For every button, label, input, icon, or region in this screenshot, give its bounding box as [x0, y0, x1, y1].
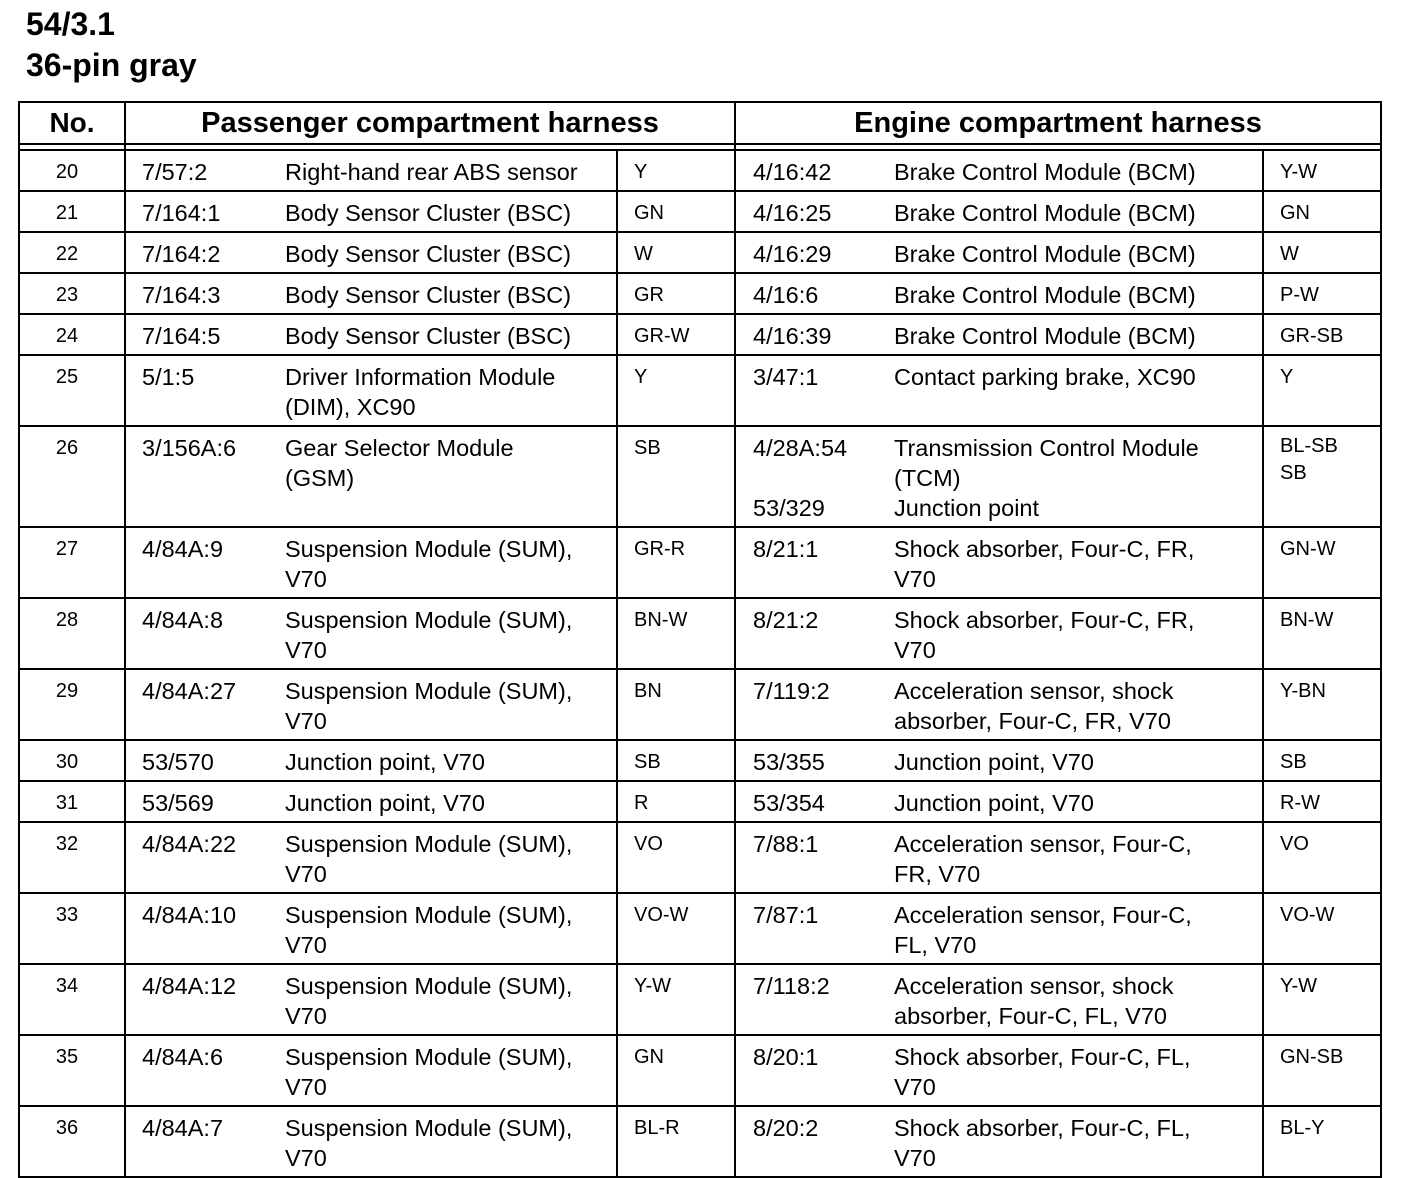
engine-entry — [736, 321, 1262, 351]
description-line: (TCM) — [894, 465, 961, 491]
connector-title — [26, 4, 197, 86]
table-row — [19, 1035, 1381, 1106]
engine-entry — [736, 788, 1262, 818]
description-line: (GSM) — [285, 465, 355, 491]
passenger-wire-color: BN — [617, 669, 735, 740]
passenger-wire-color: VO — [617, 822, 735, 893]
engine-cell — [735, 669, 1263, 740]
passenger-code: 4/84A:10 — [142, 902, 237, 928]
description-line: Acceleration sensor, shock — [894, 973, 1174, 999]
engine-code: 53/354 — [753, 790, 825, 816]
passenger-description — [285, 362, 616, 422]
description-line: Body Sensor Cluster (BSC) — [285, 323, 572, 349]
passenger-description — [285, 605, 616, 665]
description-line: Body Sensor Cluster (BSC) — [285, 282, 572, 308]
description-line: Suspension Module (SUM), — [285, 831, 573, 857]
description-line: absorber, Four-C, FL, V70 — [894, 1003, 1167, 1029]
passenger-wire-color: GN — [617, 1035, 735, 1106]
passenger-code: 53/570 — [142, 749, 214, 775]
table-row — [19, 314, 1381, 355]
passenger-entry — [126, 280, 616, 310]
table-row — [19, 598, 1381, 669]
passenger-wire-color: GN — [617, 191, 735, 232]
description-line: Brake Control Module (BCM) — [894, 200, 1196, 226]
engine-description — [894, 747, 1262, 777]
wire-color-value: R-W — [1280, 792, 1320, 814]
engine-code: 7/119:2 — [753, 678, 830, 704]
engine-wire-color — [1263, 1106, 1381, 1177]
wire-color-value: VO-W — [1280, 904, 1335, 926]
description-line: Suspension Module (SUM), — [285, 607, 573, 633]
passenger-entry — [126, 971, 616, 1031]
engine-description — [894, 829, 1262, 889]
engine-description — [894, 362, 1262, 392]
engine-code: 8/20:1 — [753, 1044, 819, 1070]
description-line: Acceleration sensor, shock — [894, 678, 1174, 704]
description-line: absorber, Four-C, FR, V70 — [894, 708, 1171, 734]
passenger-description — [285, 321, 616, 351]
engine-entry — [736, 198, 1262, 228]
wire-color-value: BN-W — [1280, 609, 1334, 631]
wire-color-value: GN-W — [1280, 538, 1336, 560]
passenger-description — [285, 433, 616, 493]
description-line: Junction point — [894, 495, 1040, 521]
engine-entry — [736, 747, 1262, 777]
engine-description — [894, 433, 1262, 493]
pin-number: 35 — [19, 1035, 125, 1106]
engine-entry — [736, 362, 1262, 392]
table-row — [19, 822, 1381, 893]
passenger-entry — [126, 157, 616, 187]
passenger-cell — [125, 314, 617, 355]
passenger-code: 5/1:5 — [142, 364, 195, 390]
engine-cell — [735, 822, 1263, 893]
wire-color-value: BL-Y — [1280, 1117, 1325, 1139]
passenger-cell — [125, 893, 617, 964]
engine-code: 4/16:25 — [753, 200, 832, 226]
passenger-wire-color: R — [617, 781, 735, 822]
engine-description — [894, 900, 1262, 960]
description-line: (DIM), XC90 — [285, 394, 416, 420]
passenger-code: 4/84A:22 — [142, 831, 237, 857]
passenger-wire-color: Y — [617, 150, 735, 191]
description-line: Suspension Module (SUM), — [285, 678, 573, 704]
header-passenger-harness: Passenger compartment harness — [125, 102, 735, 144]
description-line: V70 — [285, 708, 327, 734]
description-line: V70 — [894, 637, 936, 663]
engine-entry — [736, 829, 1262, 889]
pin-number: 27 — [19, 527, 125, 598]
passenger-cell — [125, 355, 617, 426]
table-row — [19, 964, 1381, 1035]
pin-number: 22 — [19, 232, 125, 273]
engine-wire-color — [1263, 426, 1381, 527]
passenger-description — [285, 676, 616, 736]
engine-description — [894, 157, 1262, 187]
engine-entry — [736, 605, 1262, 665]
description-line: V70 — [894, 1074, 936, 1100]
engine-wire-color — [1263, 232, 1381, 273]
engine-wire-color — [1263, 527, 1381, 598]
engine-code: 53/355 — [753, 749, 825, 775]
description-line: Suspension Module (SUM), — [285, 973, 573, 999]
engine-description — [894, 788, 1262, 818]
passenger-description — [285, 198, 616, 228]
engine-code: 3/47:1 — [753, 364, 819, 390]
passenger-wire-color: SB — [617, 426, 735, 527]
description-line: Brake Control Module (BCM) — [894, 282, 1196, 308]
description-line: V70 — [285, 1003, 327, 1029]
engine-cell — [735, 355, 1263, 426]
engine-description — [894, 280, 1262, 310]
engine-wire-color — [1263, 893, 1381, 964]
wire-color-value: Y-BN — [1280, 680, 1326, 702]
passenger-wire-color: Y — [617, 355, 735, 426]
passenger-cell — [125, 822, 617, 893]
pin-number: 24 — [19, 314, 125, 355]
pin-number: 23 — [19, 273, 125, 314]
table-row — [19, 527, 1381, 598]
description-line: Brake Control Module (BCM) — [894, 241, 1196, 267]
passenger-entry — [126, 605, 616, 665]
wire-color-value: SB — [1280, 462, 1307, 484]
passenger-code: 7/164:2 — [142, 241, 221, 267]
passenger-wire-color: Y-W — [617, 964, 735, 1035]
passenger-description — [285, 829, 616, 889]
passenger-code: 7/164:3 — [142, 282, 221, 308]
pin-number: 26 — [19, 426, 125, 527]
engine-code: 4/28A:54 — [753, 435, 848, 461]
passenger-entry — [126, 362, 616, 422]
pinout-table — [18, 101, 1382, 1178]
passenger-entry — [126, 788, 616, 818]
engine-wire-color — [1263, 964, 1381, 1035]
description-line: Suspension Module (SUM), — [285, 1115, 573, 1141]
passenger-cell — [125, 1106, 617, 1177]
engine-description — [894, 1113, 1262, 1173]
table-row — [19, 669, 1381, 740]
engine-description — [894, 971, 1262, 1031]
engine-wire-color — [1263, 1035, 1381, 1106]
engine-description — [894, 493, 1262, 523]
pin-number: 30 — [19, 740, 125, 781]
description-line: Shock absorber, Four-C, FL, — [894, 1044, 1191, 1070]
engine-entry — [736, 971, 1262, 1031]
passenger-cell — [125, 426, 617, 527]
engine-entry — [736, 493, 1262, 523]
pin-number: 29 — [19, 669, 125, 740]
wire-color-value: GN — [1280, 202, 1310, 224]
engine-entry — [736, 280, 1262, 310]
engine-cell — [735, 1035, 1263, 1106]
passenger-cell — [125, 964, 617, 1035]
passenger-cell — [125, 598, 617, 669]
engine-code: 53/329 — [753, 495, 825, 521]
engine-code: 4/16:39 — [753, 323, 832, 349]
description-line: Junction point, V70 — [894, 749, 1094, 775]
wire-color-value: SB — [1280, 751, 1307, 773]
wire-color-value: W — [1280, 243, 1299, 265]
engine-cell — [735, 150, 1263, 191]
engine-description — [894, 605, 1262, 665]
description-line: Acceleration sensor, Four-C, — [894, 902, 1192, 928]
passenger-entry — [126, 433, 616, 493]
description-line: Junction point, V70 — [285, 749, 485, 775]
engine-wire-color — [1263, 191, 1381, 232]
passenger-entry — [126, 1113, 616, 1173]
passenger-wire-color: BN-W — [617, 598, 735, 669]
engine-wire-color — [1263, 273, 1381, 314]
engine-wire-color — [1263, 598, 1381, 669]
engine-description — [894, 676, 1262, 736]
description-line: Body Sensor Cluster (BSC) — [285, 241, 572, 267]
pin-number: 32 — [19, 822, 125, 893]
engine-entry — [736, 534, 1262, 594]
engine-entry — [736, 676, 1262, 736]
table-row — [19, 273, 1381, 314]
engine-entry — [736, 900, 1262, 960]
passenger-wire-color: GR — [617, 273, 735, 314]
table-row — [19, 150, 1381, 191]
pin-number: 34 — [19, 964, 125, 1035]
table-row — [19, 355, 1381, 426]
engine-description — [894, 239, 1262, 269]
table-row — [19, 426, 1381, 527]
description-line: Shock absorber, Four-C, FR, — [894, 607, 1195, 633]
engine-cell — [735, 426, 1263, 527]
passenger-entry — [126, 321, 616, 351]
engine-description — [894, 198, 1262, 228]
wire-color-value: Y — [1280, 366, 1294, 388]
description-line: FR, V70 — [894, 861, 981, 887]
passenger-description — [285, 971, 616, 1031]
passenger-entry — [126, 239, 616, 269]
engine-description — [894, 1042, 1262, 1102]
description-line: Shock absorber, Four-C, FL, — [894, 1115, 1191, 1141]
engine-cell — [735, 964, 1263, 1035]
engine-wire-color — [1263, 822, 1381, 893]
passenger-code: 4/84A:7 — [142, 1115, 224, 1141]
passenger-entry — [126, 900, 616, 960]
engine-cell — [735, 1106, 1263, 1177]
engine-description — [894, 321, 1262, 351]
engine-cell — [735, 273, 1263, 314]
engine-code: 8/20:2 — [753, 1115, 819, 1141]
pin-number: 20 — [19, 150, 125, 191]
passenger-wire-color: SB — [617, 740, 735, 781]
passenger-cell — [125, 150, 617, 191]
engine-code: 8/21:1 — [753, 536, 819, 562]
passenger-wire-color: VO-W — [617, 893, 735, 964]
passenger-code: 3/156A:6 — [142, 435, 237, 461]
header-no: No. — [19, 102, 125, 144]
description-line: V70 — [285, 861, 327, 887]
engine-code: 8/21:2 — [753, 607, 819, 633]
passenger-cell — [125, 232, 617, 273]
engine-cell — [735, 740, 1263, 781]
description-line: V70 — [285, 566, 327, 592]
passenger-description — [285, 1042, 616, 1102]
passenger-entry — [126, 747, 616, 777]
description-line: Contact parking brake, XC90 — [894, 364, 1196, 390]
description-line: V70 — [285, 932, 327, 958]
passenger-description — [285, 534, 616, 594]
description-line: Body Sensor Cluster (BSC) — [285, 200, 572, 226]
engine-entry — [736, 239, 1262, 269]
passenger-cell — [125, 527, 617, 598]
engine-code: 7/118:2 — [753, 973, 830, 999]
engine-wire-color — [1263, 314, 1381, 355]
table-header-row — [19, 102, 1381, 144]
engine-cell — [735, 191, 1263, 232]
engine-code: 7/87:1 — [753, 902, 819, 928]
connector-description: 36-pin gray — [26, 47, 197, 83]
engine-wire-color — [1263, 669, 1381, 740]
passenger-cell — [125, 781, 617, 822]
description-line: Gear Selector Module — [285, 435, 514, 461]
passenger-cell — [125, 669, 617, 740]
passenger-wire-color: GR-R — [617, 527, 735, 598]
passenger-entry — [126, 534, 616, 594]
description-line: V70 — [894, 1145, 936, 1171]
passenger-wire-color: W — [617, 232, 735, 273]
engine-cell — [735, 893, 1263, 964]
description-line: Driver Information Module — [285, 364, 556, 390]
description-line: Junction point, V70 — [285, 790, 485, 816]
passenger-code: 4/84A:27 — [142, 678, 237, 704]
passenger-description — [285, 239, 616, 269]
passenger-description — [285, 1113, 616, 1173]
passenger-code: 4/84A:8 — [142, 607, 224, 633]
engine-entry — [736, 157, 1262, 187]
engine-entry — [736, 1042, 1262, 1102]
passenger-entry — [126, 829, 616, 889]
passenger-code: 7/164:1 — [142, 200, 221, 226]
table-row — [19, 191, 1381, 232]
connector-id: 54/3.1 — [26, 6, 115, 42]
description-line: Junction point, V70 — [894, 790, 1094, 816]
wire-color-value: Y-W — [1280, 975, 1318, 997]
engine-wire-color — [1263, 150, 1381, 191]
description-line: V70 — [285, 1145, 327, 1171]
description-line: Suspension Module (SUM), — [285, 1044, 573, 1070]
description-line: Right-hand rear ABS sensor — [285, 159, 578, 185]
table-row — [19, 781, 1381, 822]
description-line: Brake Control Module (BCM) — [894, 159, 1196, 185]
description-line: V70 — [285, 1074, 327, 1100]
passenger-wire-color: BL-R — [617, 1106, 735, 1177]
engine-code: 4/16:29 — [753, 241, 832, 267]
description-line: V70 — [894, 566, 936, 592]
engine-code: 4/16:42 — [753, 159, 832, 185]
passenger-description — [285, 747, 616, 777]
passenger-entry — [126, 1042, 616, 1102]
wire-color-value: GN-SB — [1280, 1046, 1344, 1068]
engine-code: 7/88:1 — [753, 831, 819, 857]
passenger-description — [285, 280, 616, 310]
engine-cell — [735, 527, 1263, 598]
description-line: Brake Control Module (BCM) — [894, 323, 1196, 349]
description-line: Transmission Control Module — [894, 435, 1199, 461]
wire-color-value: Y-W — [1280, 161, 1318, 183]
engine-wire-color — [1263, 781, 1381, 822]
passenger-code: 7/57:2 — [142, 159, 208, 185]
description-line: Suspension Module (SUM), — [285, 902, 573, 928]
passenger-description — [285, 900, 616, 960]
engine-cell — [735, 232, 1263, 273]
passenger-code: 4/84A:12 — [142, 973, 237, 999]
header-engine-harness: Engine compartment harness — [735, 102, 1381, 144]
passenger-cell — [125, 273, 617, 314]
engine-wire-color — [1263, 355, 1381, 426]
pin-number: 28 — [19, 598, 125, 669]
pin-number: 21 — [19, 191, 125, 232]
passenger-entry — [126, 198, 616, 228]
description-line: V70 — [285, 637, 327, 663]
passenger-cell — [125, 740, 617, 781]
engine-cell — [735, 314, 1263, 355]
description-line: Shock absorber, Four-C, FR, — [894, 536, 1195, 562]
passenger-wire-color: GR-W — [617, 314, 735, 355]
passenger-cell — [125, 1035, 617, 1106]
description-line: Suspension Module (SUM), — [285, 536, 573, 562]
engine-description — [894, 534, 1262, 594]
table-row — [19, 232, 1381, 273]
passenger-code: 53/569 — [142, 790, 214, 816]
pin-number: 25 — [19, 355, 125, 426]
wire-color-value: GR-SB — [1280, 325, 1344, 347]
passenger-cell — [125, 191, 617, 232]
passenger-description — [285, 157, 616, 187]
pin-number: 33 — [19, 893, 125, 964]
engine-entry — [736, 1113, 1262, 1173]
table-row — [19, 740, 1381, 781]
wire-color-value: BL-SB — [1280, 435, 1338, 457]
description-line: Acceleration sensor, Four-C, — [894, 831, 1192, 857]
engine-code: 4/16:6 — [753, 282, 819, 308]
engine-cell — [735, 781, 1263, 822]
passenger-code: 7/164:5 — [142, 323, 221, 349]
engine-cell — [735, 598, 1263, 669]
passenger-description — [285, 788, 616, 818]
passenger-code: 4/84A:9 — [142, 536, 224, 562]
passenger-code: 4/84A:6 — [142, 1044, 224, 1070]
wire-color-value: VO — [1280, 833, 1309, 855]
table-row — [19, 1106, 1381, 1177]
engine-entry — [736, 433, 1262, 493]
wire-color-value: P-W — [1280, 284, 1319, 306]
pin-number: 31 — [19, 781, 125, 822]
engine-wire-color — [1263, 740, 1381, 781]
pin-number: 36 — [19, 1106, 125, 1177]
passenger-entry — [126, 676, 616, 736]
table-row — [19, 893, 1381, 964]
description-line: FL, V70 — [894, 932, 977, 958]
